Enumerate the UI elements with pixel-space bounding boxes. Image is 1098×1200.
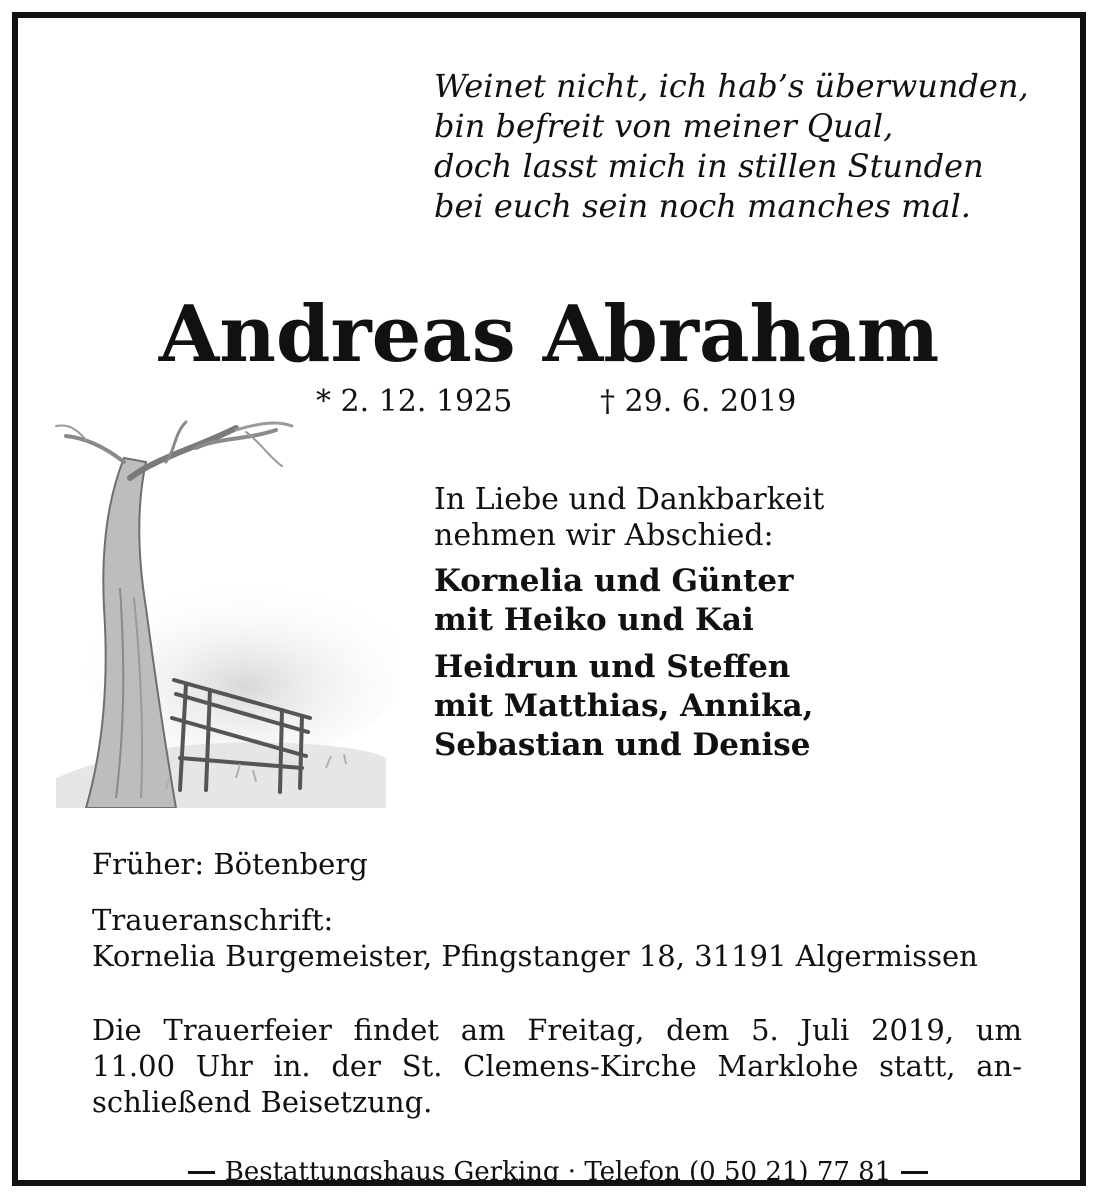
poem-line: doch lasst mich in stillen Stunden — [434, 147, 984, 185]
ceremony-line: 11.00 Uhr in. der St. Clemens-Kirche Marklohe statt, an- — [92, 1049, 1022, 1083]
intro-line: In Liebe und Dankbarkeit — [434, 482, 825, 517]
poem-line: Weinet nicht, ich hab’s überwunden, — [434, 67, 1029, 105]
funeral-home-contact: Bestattungshaus Gerking · Telefon (0 50 21) 77 81 — [224, 1157, 892, 1187]
mourning-address: Kornelia Burgemeister, Pfingstanger 18, 31191 Algermissen — [92, 939, 978, 973]
mourning-address-label: Traueranschrift: — [92, 903, 334, 937]
poem-line: bei euch sein noch manches mal. — [434, 187, 971, 225]
ceremony-line: schließend Beisetzung. — [92, 1085, 433, 1119]
funeral-home-footer — [188, 1154, 928, 1190]
poem-line: bin befreit von meiner Qual, — [434, 107, 894, 145]
deceased-name: Andreas Abraham — [158, 289, 940, 380]
poem — [434, 66, 1054, 226]
mourners-section — [434, 482, 1054, 765]
birth-date: * 2. 12. 1925 — [316, 384, 513, 419]
death-date: † 29. 6. 2019 — [600, 384, 797, 419]
family-line: Sebastian und Denise — [434, 727, 811, 763]
funeral-ceremony-notice — [92, 1012, 1022, 1120]
family-line: Heidrun und Steffen — [434, 649, 791, 685]
family-group-2 — [434, 648, 1054, 765]
obituary-frame — [12, 12, 1086, 1186]
footer-rule-left — [188, 1171, 215, 1174]
family-line: Kornelia und Günter — [434, 563, 794, 599]
family-line: mit Matthias, Annika, — [434, 688, 814, 724]
footer-rule-right — [901, 1171, 928, 1174]
ceremony-line: Die Trauerfeier findet am Freitag, dem 5. Juli 2019, um — [92, 1013, 1022, 1047]
former-residence: Früher: Bötenberg — [92, 847, 368, 881]
farewell-intro — [434, 482, 1054, 554]
family-line: mit Heiko und Kai — [434, 602, 754, 638]
family-group-1 — [434, 562, 1054, 640]
tree-and-bench-icon — [46, 418, 394, 808]
intro-line: nehmen wir Abschied: — [434, 518, 774, 553]
